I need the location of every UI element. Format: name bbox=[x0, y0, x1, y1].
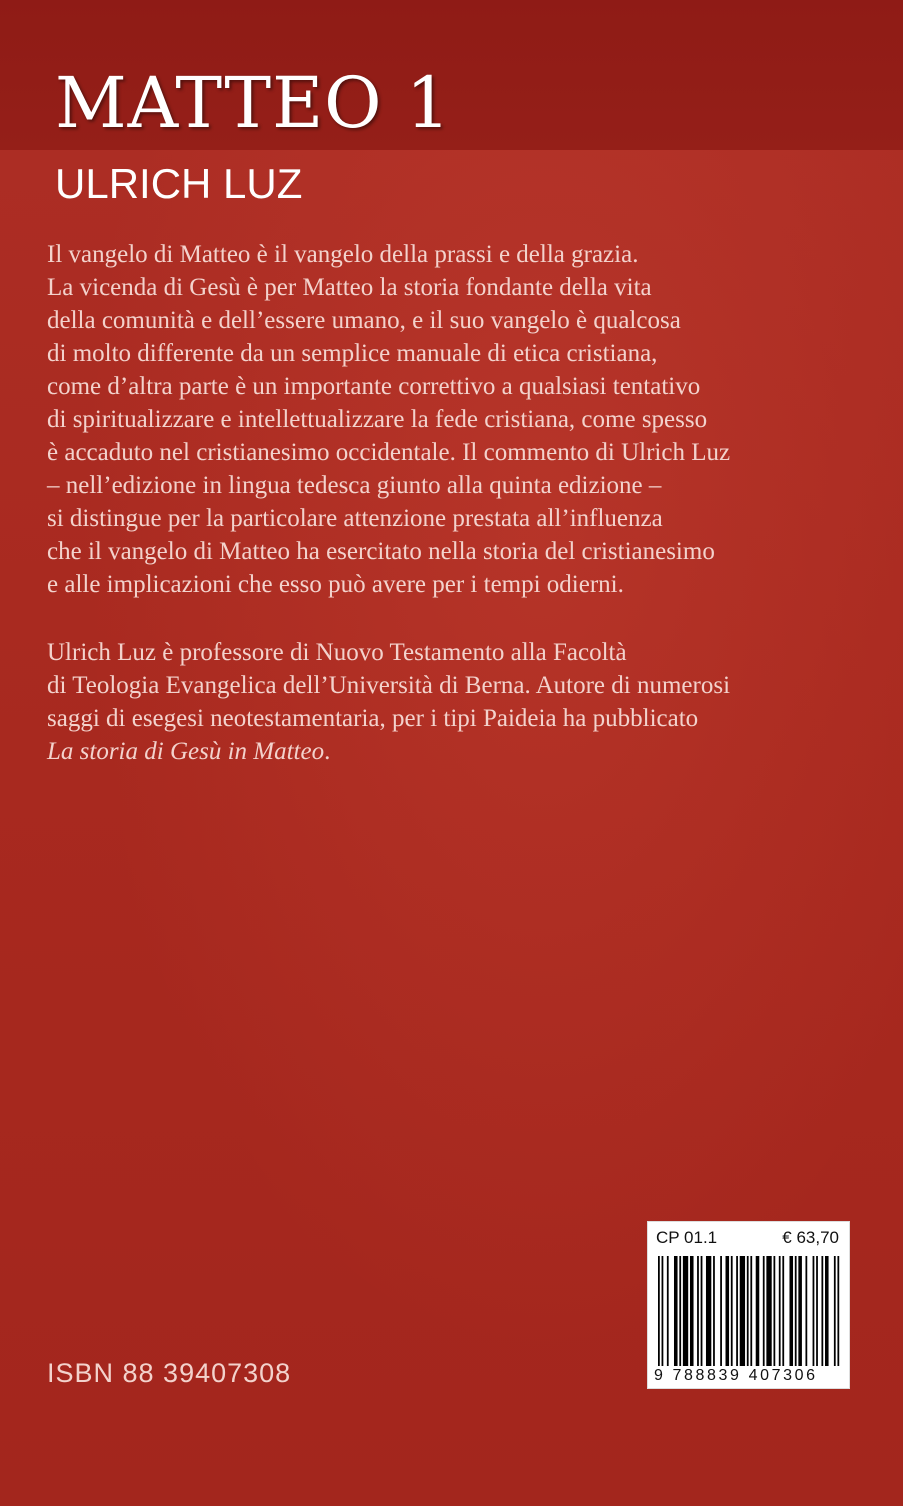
barcode-bar bbox=[701, 1256, 703, 1366]
barcode-bar bbox=[837, 1256, 839, 1366]
barcode-bar bbox=[662, 1256, 664, 1366]
previous-book-title: La storia di Gesù in Matteo bbox=[47, 738, 325, 765]
bio-line: saggi di esegesi neotestamentaria, per i tipi Paideia ha pubblicato bbox=[47, 705, 699, 732]
isbn-number: ISBN 88 39407308 bbox=[47, 1358, 292, 1388]
barcode-bar bbox=[813, 1256, 815, 1366]
barcode-bar bbox=[747, 1256, 749, 1366]
catalog-code: CP 01.1 bbox=[656, 1228, 718, 1247]
barcode-bar bbox=[697, 1256, 699, 1366]
book-title: MATTEO 1 bbox=[55, 62, 452, 144]
barcode-bar bbox=[789, 1256, 793, 1366]
barcode-bar bbox=[706, 1256, 711, 1366]
barcode-bar bbox=[731, 1256, 733, 1366]
barcode-bar bbox=[805, 1256, 807, 1366]
blurb-line: – nell’edizione in lingua tedesca giunto alla quinta edizione – bbox=[47, 472, 662, 499]
blurb-line: di spiritualizzare e intellettualizzare la fede cristiana, come spesso bbox=[47, 406, 708, 433]
book-author: ULRICH LUZ bbox=[55, 160, 303, 207]
bio-period: . bbox=[324, 738, 331, 765]
barcode-bar bbox=[779, 1256, 781, 1366]
price: € 63,70 bbox=[782, 1228, 839, 1247]
barcode-label bbox=[647, 1221, 850, 1389]
blurb-line: della comunità e dell’essere umano, e il suo vangelo è qualcosa bbox=[47, 307, 681, 334]
bio-line-last bbox=[47, 735, 847, 768]
bio-line: di Teologia Evangelica dell’Università di Berna. Autore di numerosi bbox=[47, 672, 731, 699]
barcode-bar bbox=[766, 1256, 771, 1366]
barcode-bar bbox=[834, 1256, 836, 1366]
barcode-digits: 9 788839 407306 bbox=[654, 1367, 818, 1384]
blurb-line: è accaduto nel cristianesimo occidentale. Il commento di Ulrich Luz bbox=[47, 439, 731, 466]
barcode-bar bbox=[821, 1256, 823, 1366]
barcode-bar bbox=[740, 1256, 745, 1366]
author-bio bbox=[47, 636, 847, 768]
barcode-bars bbox=[658, 1256, 841, 1366]
barcode-bar bbox=[773, 1256, 775, 1366]
barcode-bar bbox=[763, 1256, 765, 1366]
barcode-bar bbox=[750, 1256, 752, 1366]
barcode-bar bbox=[658, 1256, 660, 1366]
blurb-paragraph bbox=[47, 238, 847, 601]
barcode-bar bbox=[825, 1256, 829, 1366]
blurb-line: come d’altra parte è un importante correttivo a qualsiasi tentativo bbox=[47, 373, 701, 400]
bio-line: Ulrich Luz è professore di Nuovo Testamento alla Facoltà bbox=[47, 639, 627, 666]
barcode-bar bbox=[679, 1256, 681, 1366]
barcode-bar bbox=[720, 1256, 722, 1366]
barcode-bar bbox=[795, 1256, 797, 1366]
barcode-bar bbox=[782, 1256, 784, 1366]
barcode-bar bbox=[816, 1256, 818, 1366]
barcode-bar bbox=[736, 1256, 738, 1366]
blurb-line: di molto differente da un semplice manuale di etica cristiana, bbox=[47, 340, 658, 367]
barcode-bar bbox=[798, 1256, 802, 1366]
blurb-line: La vicenda di Gesù è per Matteo la storia fondante della vita bbox=[47, 274, 652, 301]
blurb-line: e alle implicazioni che esso può avere per i tempi odierni. bbox=[47, 571, 624, 598]
barcode-bar bbox=[690, 1256, 694, 1366]
blurb-line: Il vangelo di Matteo è il vangelo della prassi e della grazia. bbox=[47, 241, 639, 268]
barcode-bar bbox=[667, 1256, 669, 1366]
barcode-bar bbox=[674, 1256, 678, 1366]
blurb-line: si distingue per la particolare attenzione prestata all’influenza bbox=[47, 505, 663, 532]
barcode-bar bbox=[683, 1256, 688, 1366]
barcode-bar bbox=[756, 1256, 760, 1366]
barcode-bar bbox=[713, 1256, 715, 1366]
barcode-bar bbox=[726, 1256, 730, 1366]
blurb-line: che il vangelo di Matteo ha esercitato nella storia del cristianesimo bbox=[47, 538, 715, 565]
